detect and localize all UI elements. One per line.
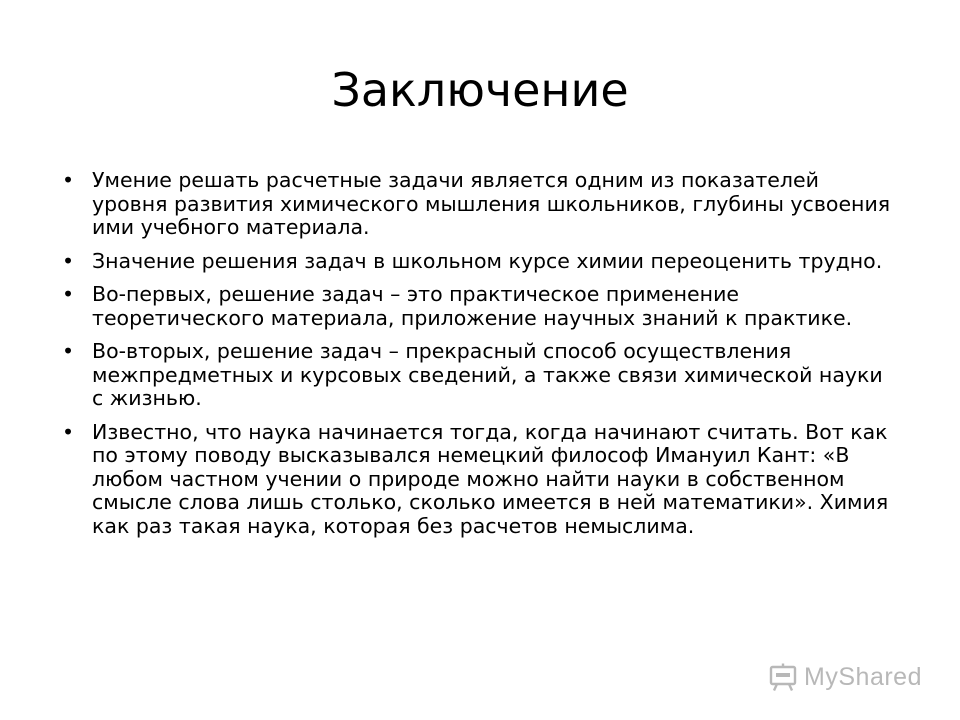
bullet-text: Значение решения задач в школьном курсе химии переоценить трудно. — [92, 248, 883, 273]
bullet-item — [60, 421, 900, 539]
bullet-text: Умение решать расчетные задачи является одним из показателей уровня развития химического мышления школьников, глубины усвоения ими учебного материала. — [92, 168, 891, 239]
bullet-item — [60, 250, 900, 274]
bullet-item — [60, 169, 900, 240]
bullet-item — [60, 283, 900, 330]
bullet-list — [60, 169, 900, 548]
bullet-marker: • — [61, 248, 75, 273]
bullet-text: Известно, что наука начинается тогда, когда начинают считать. Вот как по этому поводу высказывался немецкий философ Имануил Кант: «В любом частном учении о природе можно найти науки в собственном смысле слова лишь столько, сколько имеется в ней математики». Химия как раз такая наука, которая без расчетов немыслима. — [92, 419, 889, 538]
bullet-item — [60, 340, 900, 411]
bullet-text: Во-первых, решение задач – это практическое применение теоретического материала, приложение научных знаний к практике. — [92, 282, 853, 330]
bullet-marker: • — [61, 168, 75, 192]
bullet-text: Во-вторых, решение задач – прекрасный способ осуществления межпредметных и курсовых сведений, а также связи химической науки с жизнью. — [92, 339, 883, 410]
logo-text: MyShared — [804, 662, 922, 691]
presentation-board-icon — [768, 662, 798, 692]
slide-title: Заключение — [331, 63, 629, 117]
bullet-marker: • — [61, 339, 75, 363]
myshared-logo[interactable] — [768, 662, 922, 692]
bullet-marker: • — [61, 282, 75, 306]
bullet-marker: • — [61, 419, 75, 444]
